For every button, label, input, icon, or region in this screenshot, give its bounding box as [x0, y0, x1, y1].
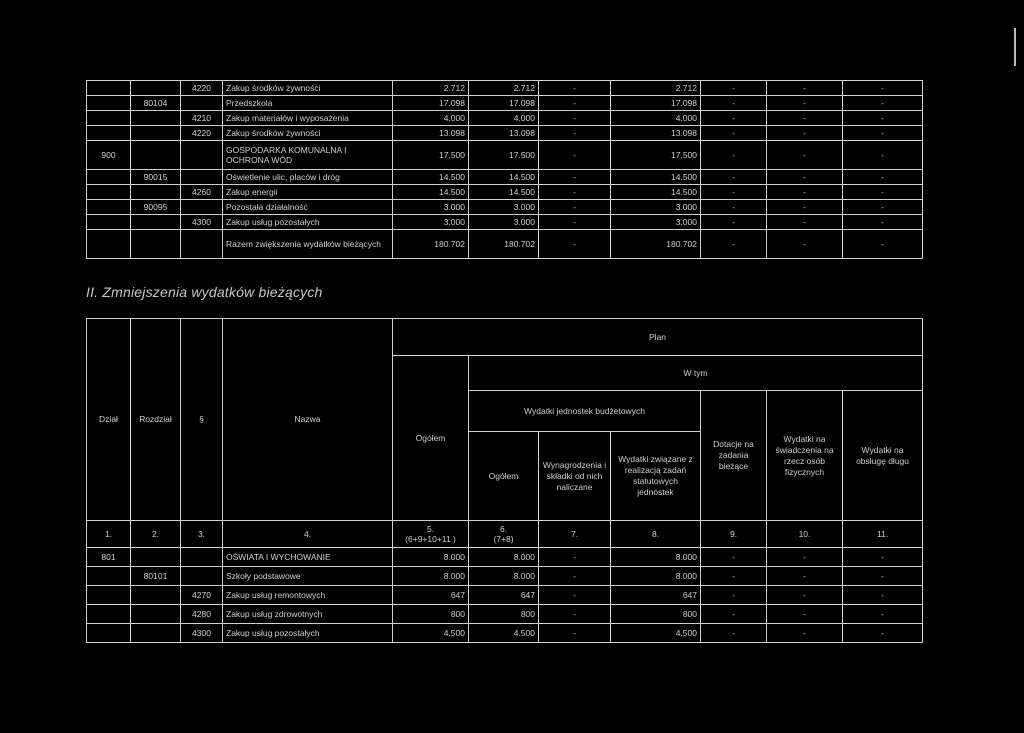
cell-nazwa: Zakup usług remontowych	[223, 586, 393, 605]
cell-dot: -	[701, 624, 767, 643]
header-row-1	[87, 319, 923, 356]
cell-wyd-stat: 647	[611, 586, 701, 605]
cell-ogolem: 4.000	[393, 111, 469, 126]
cell-par: 4260	[181, 185, 223, 200]
cell-ogolem: 3.000	[393, 200, 469, 215]
cell-wyd-stat: 14.500	[611, 185, 701, 200]
cell-nazwa: Zakup środków żywności	[223, 81, 393, 96]
cell-dzial	[87, 624, 131, 643]
cell-dzial	[87, 586, 131, 605]
cell-par: 4280	[181, 605, 223, 624]
cell-ogolem-jb: 2.712	[469, 81, 539, 96]
cell-ogolem-jb: 17.098	[469, 96, 539, 111]
cell-par: 4270	[181, 586, 223, 605]
cell-sw: -	[767, 81, 843, 96]
cell-sw: -	[767, 96, 843, 111]
cell-sw: -	[767, 141, 843, 170]
cell-rozdzial	[131, 548, 181, 567]
cell-wyd-stat: 800	[611, 605, 701, 624]
cell-dot: -	[701, 215, 767, 230]
cell-rozdzial	[131, 81, 181, 96]
cell-par	[181, 141, 223, 170]
cell-ogolem-jb: 8.000	[469, 567, 539, 586]
cell-ogolem-jb: 8.000	[469, 548, 539, 567]
cell-rozdzial	[131, 111, 181, 126]
cell-dzial: 801	[87, 548, 131, 567]
cell-wyn: -	[539, 185, 611, 200]
section-title: II. Zmniejszenia wydatków bieżących	[86, 284, 323, 300]
cell-obs: -	[843, 111, 923, 126]
cell-wyd-stat: 180.702	[611, 230, 701, 259]
colnum-1: 1.	[87, 521, 131, 548]
cell-sw: -	[767, 230, 843, 259]
cell-wyn: -	[539, 81, 611, 96]
cell-dot: -	[701, 111, 767, 126]
cell-dzial	[87, 96, 131, 111]
colnum-5-label: 5.	[426, 524, 435, 534]
cell-ogolem: 14.500	[393, 170, 469, 185]
cell-wyn: -	[539, 170, 611, 185]
cell-dot: -	[701, 567, 767, 586]
cell-obs: -	[843, 126, 923, 141]
header-rozdzial: Rozdział	[131, 319, 181, 521]
cell-obs: -	[843, 567, 923, 586]
cell-dot: -	[701, 230, 767, 259]
table-row	[87, 605, 923, 624]
table-row	[87, 586, 923, 605]
cell-obs: -	[843, 586, 923, 605]
cell-dot: -	[701, 586, 767, 605]
cell-dot: -	[701, 200, 767, 215]
cell-sw: -	[767, 111, 843, 126]
cell-dzial	[87, 215, 131, 230]
cell-wyd-stat: 13.098	[611, 126, 701, 141]
header-dotacje: Dotacje na zadania bieżące	[701, 391, 767, 521]
table-row	[87, 185, 923, 200]
column-number-row	[87, 521, 923, 548]
cell-dot: -	[701, 141, 767, 170]
header-dzial: Dział	[87, 319, 131, 521]
colnum-5-formula: (6+9+10+11 )	[405, 534, 456, 544]
cell-dot: -	[701, 605, 767, 624]
cell-wyn: -	[539, 567, 611, 586]
cell-obs: -	[843, 81, 923, 96]
cell-sw: -	[767, 586, 843, 605]
cell-par: 4220	[181, 126, 223, 141]
cell-dzial	[87, 605, 131, 624]
cell-par	[181, 170, 223, 185]
cell-wyd-stat: 8.000	[611, 567, 701, 586]
cell-dzial	[87, 81, 131, 96]
colnum-9: 9.	[701, 521, 767, 548]
cell-par	[181, 96, 223, 111]
cell-ogolem: 13.098	[393, 126, 469, 141]
cell-rozdzial	[131, 141, 181, 170]
cell-ogolem: 17.500	[393, 141, 469, 170]
table-row	[87, 141, 923, 170]
cell-wyd-stat: 3.000	[611, 215, 701, 230]
cell-rozdzial	[131, 605, 181, 624]
cell-wyn: -	[539, 96, 611, 111]
header-nazwa: Nazwa	[223, 319, 393, 521]
cell-ogolem-jb: 647	[469, 586, 539, 605]
cell-obs: -	[843, 624, 923, 643]
colnum-5	[393, 521, 469, 548]
header-plan: Plan	[393, 319, 923, 356]
header-obsluga-dlugu: Wydatki na obsługę długu	[843, 391, 923, 521]
table-row	[87, 215, 923, 230]
colnum-6-label: 6.	[499, 524, 508, 534]
header-wydatki-jednostek: Wydatki jednostek budżetowych	[469, 391, 701, 432]
cell-par	[181, 548, 223, 567]
cell-sw: -	[767, 126, 843, 141]
cell-ogolem: 17.098	[393, 96, 469, 111]
cell-wyd-stat: 17.500	[611, 141, 701, 170]
cell-ogolem: 4.500	[393, 624, 469, 643]
cell-wyd-stat: 14.500	[611, 170, 701, 185]
header-wynagrodzenia: Wynagrodzenia i składki od nich naliczane	[539, 432, 611, 521]
increase-table-body	[87, 81, 923, 259]
cell-rozdzial	[131, 185, 181, 200]
header-w-tym: W tym	[469, 356, 923, 391]
cell-sw: -	[767, 605, 843, 624]
cell-dot: -	[701, 170, 767, 185]
cell-nazwa: Zakup usług pozostałych	[223, 624, 393, 643]
colnum-10: 10.	[767, 521, 843, 548]
cell-ogolem-jb: 3.000	[469, 200, 539, 215]
cell-ogolem-jb: 180.702	[469, 230, 539, 259]
cell-dot: -	[701, 548, 767, 567]
cell-rozdzial	[131, 624, 181, 643]
table-row	[87, 548, 923, 567]
cell-obs: -	[843, 141, 923, 170]
cell-obs: -	[843, 185, 923, 200]
cell-nazwa: OŚWIATA I WYCHOWANIE	[223, 548, 393, 567]
cell-rozdzial: 80104	[131, 96, 181, 111]
cell-ogolem: 8.000	[393, 548, 469, 567]
edge-mark	[1014, 28, 1016, 66]
increase-expenses-table	[86, 80, 923, 259]
colnum-7: 7.	[539, 521, 611, 548]
cell-ogolem: 800	[393, 605, 469, 624]
colnum-3: 3.	[181, 521, 223, 548]
cell-ogolem-jb: 17.500	[469, 141, 539, 170]
cell-sw: -	[767, 548, 843, 567]
cell-par: 4300	[181, 624, 223, 643]
cell-rozdzial	[131, 230, 181, 259]
cell-par	[181, 230, 223, 259]
cell-rozdzial	[131, 215, 181, 230]
cell-ogolem: 14.500	[393, 185, 469, 200]
cell-wyn: -	[539, 215, 611, 230]
table-row	[87, 230, 923, 259]
colnum-2: 2.	[131, 521, 181, 548]
header-wydatki-statutowe: Wydatki związane z realizacją zadań statutowych jednostek	[611, 432, 701, 521]
cell-dzial	[87, 200, 131, 215]
colnum-6-formula: (7+8)	[493, 534, 514, 544]
cell-nazwa: Razem zwiększenia wydatków bieżących	[223, 230, 393, 259]
cell-wyn: -	[539, 548, 611, 567]
cell-rozdzial: 80101	[131, 567, 181, 586]
table-row	[87, 126, 923, 141]
cell-wyn: -	[539, 605, 611, 624]
table-row	[87, 170, 923, 185]
cell-wyd-stat: 8.000	[611, 548, 701, 567]
cell-nazwa: Zakup energii	[223, 185, 393, 200]
cell-nazwa: GOSPODARKA KOMUNALNA I OCHRONA WÓD	[223, 141, 393, 170]
cell-ogolem: 647	[393, 586, 469, 605]
colnum-6	[469, 521, 539, 548]
cell-dzial	[87, 111, 131, 126]
cell-nazwa: Przedszkola	[223, 96, 393, 111]
table-row	[87, 567, 923, 586]
cell-obs: -	[843, 200, 923, 215]
cell-sw: -	[767, 624, 843, 643]
cell-wyn: -	[539, 586, 611, 605]
cell-wyn: -	[539, 200, 611, 215]
cell-wyn: -	[539, 141, 611, 170]
decrease-expenses-table	[86, 318, 923, 643]
cell-obs: -	[843, 605, 923, 624]
cell-dzial	[87, 126, 131, 141]
cell-ogolem-jb: 13.098	[469, 126, 539, 141]
header-ogolem: Ogółem	[393, 356, 469, 521]
cell-ogolem: 180.702	[393, 230, 469, 259]
cell-par	[181, 567, 223, 586]
cell-nazwa: Zakup środków żywności	[223, 126, 393, 141]
cell-ogolem: 8.000	[393, 567, 469, 586]
cell-nazwa: Zakup usług zdrowotnych	[223, 605, 393, 624]
cell-wyn: -	[539, 230, 611, 259]
cell-obs: -	[843, 548, 923, 567]
cell-dot: -	[701, 126, 767, 141]
cell-rozdzial: 90095	[131, 200, 181, 215]
cell-ogolem-jb: 14.500	[469, 185, 539, 200]
header-swiadczenia: Wydatki na świadczenia na rzecz osób fizycznych	[767, 391, 843, 521]
cell-nazwa: Zakup usług pozostałych	[223, 215, 393, 230]
cell-par	[181, 200, 223, 215]
colnum-11: 11.	[843, 521, 923, 548]
cell-ogolem-jb: 3.000	[469, 215, 539, 230]
cell-sw: -	[767, 200, 843, 215]
cell-dzial: 900	[87, 141, 131, 170]
cell-sw: -	[767, 567, 843, 586]
cell-rozdzial: 90015	[131, 170, 181, 185]
cell-wyn: -	[539, 624, 611, 643]
cell-obs: -	[843, 230, 923, 259]
cell-dot: -	[701, 96, 767, 111]
cell-dot: -	[701, 185, 767, 200]
cell-nazwa: Pozostała działalność	[223, 200, 393, 215]
cell-wyd-stat: 2.712	[611, 81, 701, 96]
cell-nazwa: Szkoły podstawowe	[223, 567, 393, 586]
colnum-8: 8.	[611, 521, 701, 548]
cell-ogolem: 3.000	[393, 215, 469, 230]
cell-ogolem: 2.712	[393, 81, 469, 96]
cell-ogolem-jb: 800	[469, 605, 539, 624]
cell-wyn: -	[539, 126, 611, 141]
cell-wyd-stat: 4.500	[611, 624, 701, 643]
table-row	[87, 96, 923, 111]
cell-sw: -	[767, 215, 843, 230]
cell-ogolem-jb: 14.500	[469, 170, 539, 185]
cell-ogolem-jb: 4.500	[469, 624, 539, 643]
table-row	[87, 81, 923, 96]
cell-wyd-stat: 17.098	[611, 96, 701, 111]
table-row	[87, 624, 923, 643]
cell-dzial	[87, 230, 131, 259]
cell-obs: -	[843, 96, 923, 111]
cell-obs: -	[843, 215, 923, 230]
cell-dzial	[87, 185, 131, 200]
cell-wyd-stat: 3.000	[611, 200, 701, 215]
decrease-table-body	[87, 548, 923, 643]
cell-obs: -	[843, 170, 923, 185]
table-row	[87, 111, 923, 126]
cell-nazwa: Zakup materiałów i wyposażenia	[223, 111, 393, 126]
cell-nazwa: Oświetlenie ulic, placów i dróg	[223, 170, 393, 185]
cell-par: 4210	[181, 111, 223, 126]
cell-par: 4220	[181, 81, 223, 96]
cell-rozdzial	[131, 586, 181, 605]
cell-rozdzial	[131, 126, 181, 141]
cell-wyd-stat: 4.000	[611, 111, 701, 126]
cell-dzial	[87, 567, 131, 586]
header-paragraf: §	[181, 319, 223, 521]
cell-ogolem-jb: 4.000	[469, 111, 539, 126]
cell-par: 4300	[181, 215, 223, 230]
cell-sw: -	[767, 170, 843, 185]
cell-sw: -	[767, 185, 843, 200]
table-row	[87, 200, 923, 215]
cell-wyn: -	[539, 111, 611, 126]
header-ogolem-jb: Ogółem	[469, 432, 539, 521]
cell-dzial	[87, 170, 131, 185]
colnum-4: 4.	[223, 521, 393, 548]
cell-dot: -	[701, 81, 767, 96]
